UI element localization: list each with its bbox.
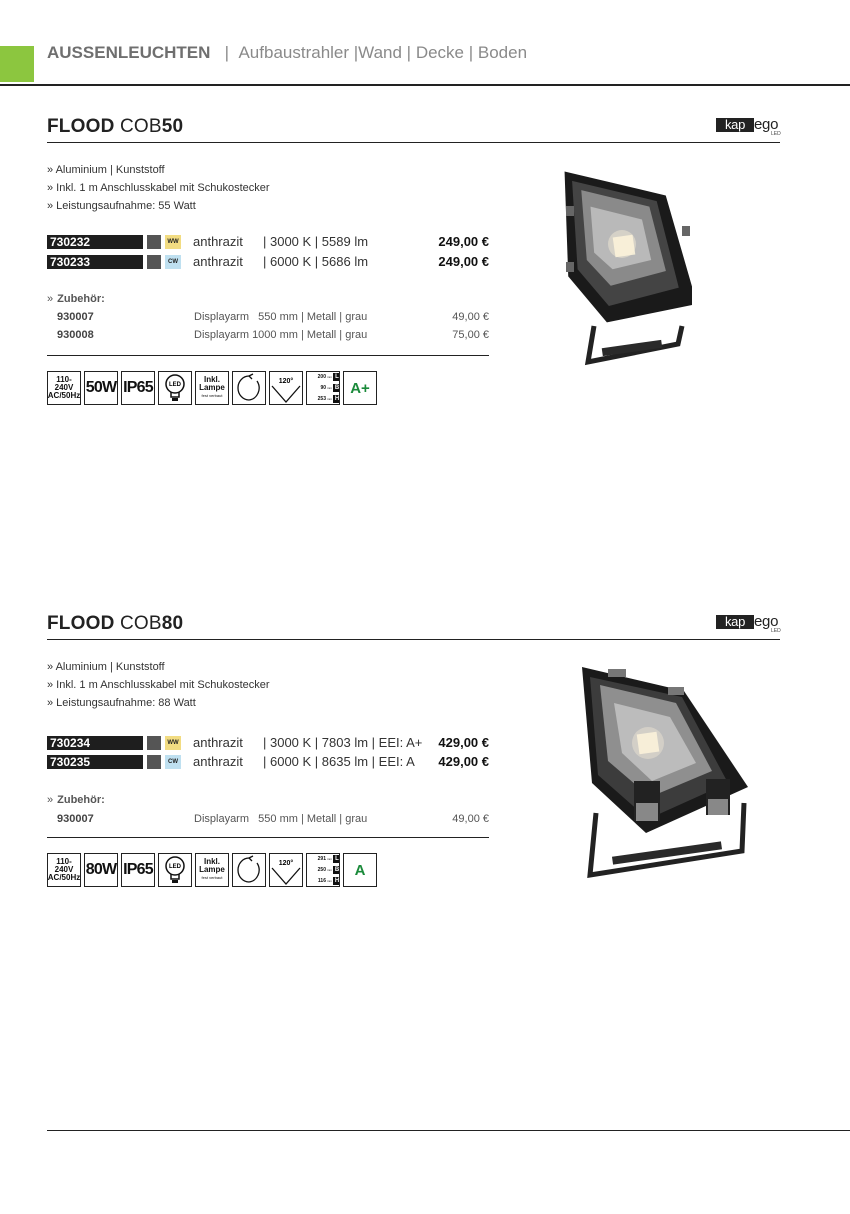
header-divider [0, 84, 850, 86]
variant-row [47, 754, 489, 770]
voltage-icon: 110-240V AC/50Hz [47, 371, 81, 405]
subcategory-list: Aufbaustrahler |Wand | Decke | Boden [238, 43, 528, 62]
feature-line: » Leistungsaufnahme: 55 Watt [47, 200, 196, 212]
product-title: FLOOD COB80 [47, 613, 184, 634]
dimensions-icon: 200 mm L 90 mm B 253 mm H [306, 371, 340, 405]
article-number: 730235 [47, 755, 143, 769]
category-color-tab [0, 46, 34, 82]
variant-color: anthrazit [193, 234, 243, 249]
beam-angle-icon [269, 853, 303, 887]
rotatable-icon [232, 853, 266, 887]
light-color-tag: WW [165, 235, 181, 249]
variant-row [47, 234, 489, 250]
feature-line: » Leistungsaufnahme: 88 Watt [47, 697, 196, 709]
feature-icon-row [47, 371, 387, 407]
product-photo-cob80 [572, 663, 752, 883]
accessory-row [57, 329, 489, 343]
section-divider [47, 837, 489, 838]
footer-divider [47, 1130, 850, 1131]
product-title: FLOOD COB50 [47, 116, 184, 137]
light-color-tag: CW [165, 755, 181, 769]
ip-rating-icon: IP65 [121, 853, 155, 887]
rotatable-icon [232, 371, 266, 405]
energy-class-icon: A [343, 853, 377, 887]
light-color-tag: CW [165, 255, 181, 269]
accessory-row [57, 311, 489, 325]
light-color-tag: WW [165, 736, 181, 750]
svg-text:LED: LED [169, 864, 181, 870]
color-swatch [147, 235, 161, 249]
beam-angle-icon [269, 371, 303, 405]
brand-logo: kap ego LED [716, 116, 780, 136]
color-swatch [147, 736, 161, 750]
svg-text:120°: 120° [278, 378, 294, 385]
page-header [47, 43, 527, 63]
brand-logo: kap ego LED [716, 613, 780, 633]
accessory-desc: Displayarm 550 mm | Metall | grau [194, 311, 368, 323]
article-number: 730233 [47, 255, 143, 269]
product-section-cob50 [0, 116, 850, 446]
accessories-heading: » Zubehör: [47, 293, 105, 305]
variant-color: anthrazit [193, 735, 243, 750]
variant-spec: | 6000 K | 8635 lm | EEI: A [263, 754, 415, 769]
accessory-price: 49,00 € [452, 311, 489, 323]
voltage-icon: 110-240V AC/50Hz [47, 853, 81, 887]
color-swatch [147, 755, 161, 769]
accessory-desc: Displayarm 1000 mm | Metall | grau [194, 329, 368, 341]
variant-row [47, 254, 489, 270]
variant-row [47, 735, 489, 751]
accessory-number: 930007 [57, 311, 94, 323]
article-number: 730234 [47, 736, 143, 750]
accessory-number: 930008 [57, 329, 94, 341]
product-photo-cob50 [558, 166, 692, 368]
color-swatch [147, 255, 161, 269]
led-bulb-icon [158, 853, 192, 887]
variant-price: 429,00 € [438, 735, 489, 750]
dimensions-icon: 291 mm L 250 mm B 116 mm H [306, 853, 340, 887]
title-divider [47, 639, 780, 640]
led-bulb-icon [158, 371, 192, 405]
feature-line: » Aluminium | Kunststoff [47, 661, 165, 673]
feature-icon-row [47, 853, 387, 889]
variant-price: 249,00 € [438, 254, 489, 269]
included-lamp-icon: Inkl. Lampe fest verbaut [195, 853, 229, 887]
svg-text:LED: LED [169, 382, 181, 388]
included-lamp-icon: Inkl. Lampe fest verbaut [195, 371, 229, 405]
variant-color: anthrazit [193, 254, 243, 269]
wattage-icon: 50W [84, 371, 118, 405]
article-number: 730232 [47, 235, 143, 249]
title-divider [47, 142, 780, 143]
feature-line: » Aluminium | Kunststoff [47, 164, 165, 176]
header-separator: | [224, 43, 230, 62]
wattage-icon: 80W [84, 853, 118, 887]
ip-rating-icon: IP65 [121, 371, 155, 405]
variant-spec: | 3000 K | 7803 lm | EEI: A+ [263, 735, 423, 750]
accessories-heading: » Zubehör: [47, 794, 105, 806]
accessory-price: 49,00 € [452, 813, 489, 825]
variant-price: 429,00 € [438, 754, 489, 769]
section-divider [47, 355, 489, 356]
svg-text:120°: 120° [278, 860, 294, 867]
variant-price: 249,00 € [438, 234, 489, 249]
accessory-desc: Displayarm 550 mm | Metall | grau [194, 813, 368, 825]
variant-spec: | 6000 K | 5686 lm [263, 254, 369, 269]
accessory-row [57, 813, 489, 827]
energy-class-icon: A+ [343, 371, 377, 405]
variant-color: anthrazit [193, 754, 243, 769]
accessory-price: 75,00 € [452, 329, 489, 341]
feature-line: » Inkl. 1 m Anschlusskabel mit Schukostecker [47, 182, 270, 194]
variant-spec: | 3000 K | 5589 lm [263, 234, 369, 249]
feature-line: » Inkl. 1 m Anschlusskabel mit Schukostecker [47, 679, 270, 691]
accessory-number: 930007 [57, 813, 94, 825]
category-title: AUSSENLEUCHTEN [47, 43, 211, 62]
